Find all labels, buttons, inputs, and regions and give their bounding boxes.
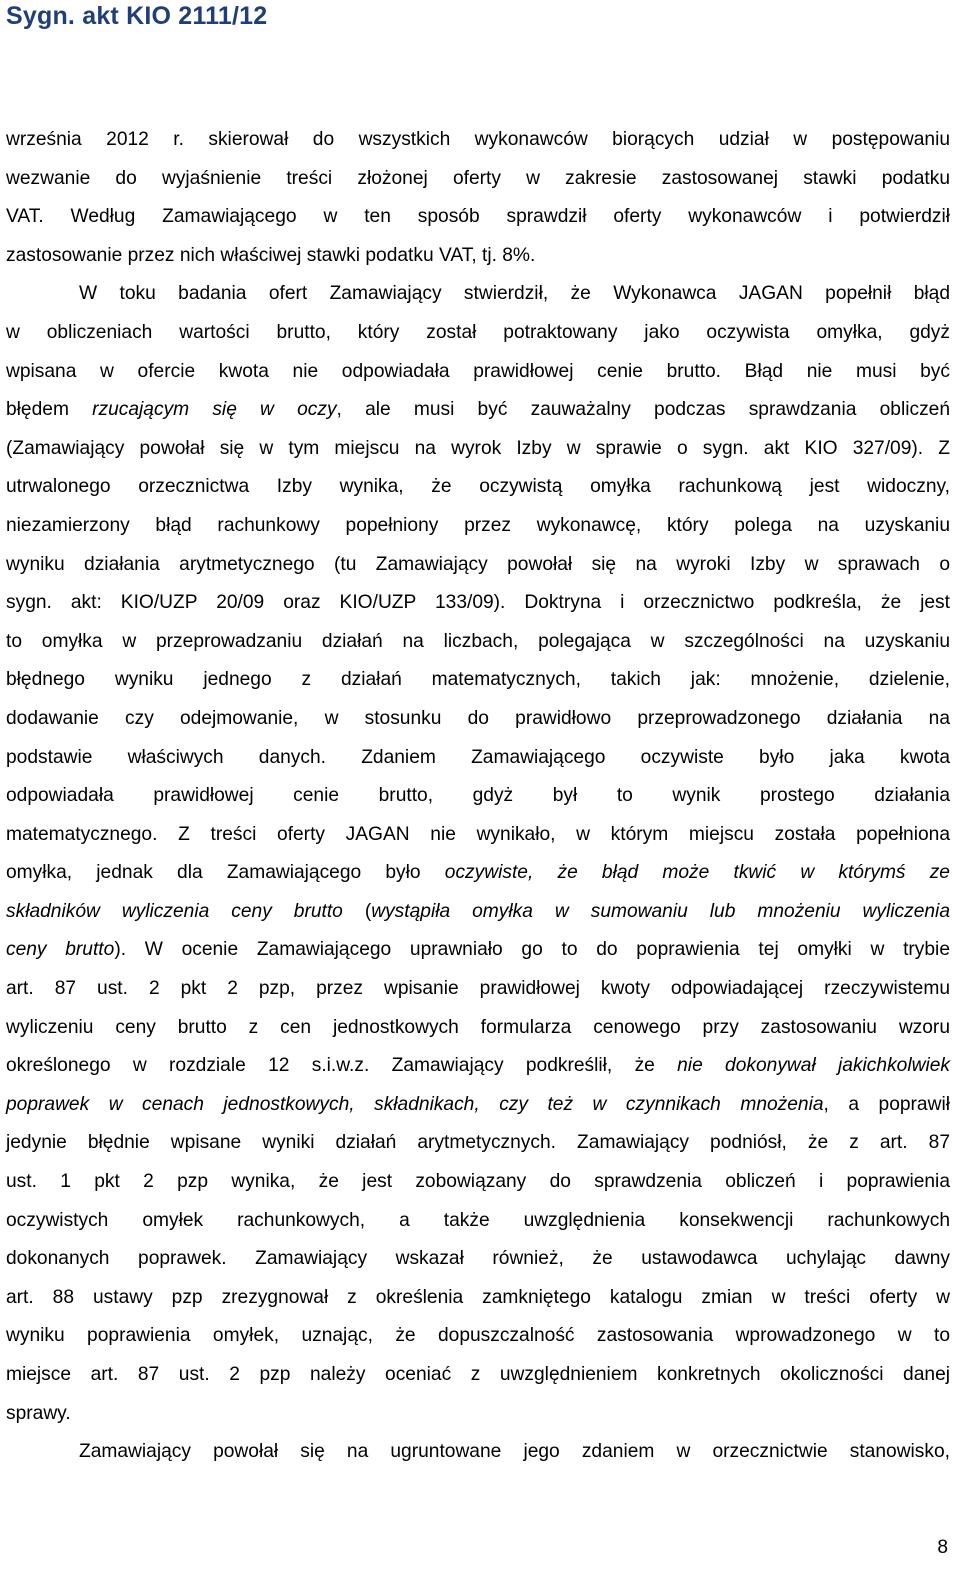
- text-line: [6, 353, 950, 392]
- text-segment: ust. 1 pkt 2 pzp wynika, że jest zobowiązany do sprawdzenia obliczeń i poprawienia: [6, 1171, 950, 1193]
- text-line: [6, 623, 950, 662]
- italic-text-segment: oczywiste, że błąd może tkwić w którymś ze: [444, 862, 950, 884]
- text-segment: Zamawiający powołał się na ugruntowane jego zdaniem w orzecznictwie stanowisko,: [79, 1441, 950, 1463]
- italic-text-segment: wystąpiła omyłka w sumowaniu lub mnożeniu wyliczenia: [371, 900, 950, 922]
- text-line: [6, 777, 950, 816]
- text-segment: oczywistych omyłek rachunkowych, a także uwzględnienia konsekwencji rachunkowych: [6, 1209, 950, 1231]
- text-line: [6, 893, 950, 932]
- text-line: [6, 854, 950, 893]
- text-line: [6, 546, 950, 585]
- paragraph-3: [6, 1433, 950, 1472]
- text-segment: jedynie błędnie wpisane wyniki działań arytmetycznych. Zamawiający podniósł, że z art. 87: [6, 1132, 950, 1154]
- text-segment: matematycznego. Z treści oferty JAGAN nie wynikało, w którym miejscu została popełniona: [6, 823, 950, 845]
- text-line: [6, 1086, 950, 1125]
- text-line: [6, 584, 950, 623]
- text-segment: odpowiadała prawidłowej cenie brutto, gdyż był to wynik prostego działania: [6, 785, 950, 807]
- page-number: 8: [937, 1537, 948, 1558]
- italic-text-segment: poprawek w cenach jednostkowych, składnikach, czy też w czynnikach mnożenia: [6, 1093, 824, 1115]
- text-segment: ). W ocenie Zamawiającego uprawniało go to do poprawienia tej omyłki w trybie: [114, 939, 950, 961]
- text-segment: wyniku poprawienia omyłek, uznając, że dopuszczalność zastosowania wprowadzonego w to: [6, 1325, 950, 1347]
- text-segment: (: [342, 900, 372, 922]
- text-segment: zastosowanie przez nich właściwej stawki podatku VAT, tj. 8%.: [6, 244, 536, 266]
- italic-text-segment: ceny brutto: [6, 939, 115, 961]
- text-line: [6, 1317, 950, 1356]
- text-segment: błędem: [6, 399, 93, 421]
- text-segment: wyniku działania arytmetycznego (tu Zamawiający powołał się na wyroki Izby w sprawach o: [6, 553, 950, 575]
- text-line: [6, 1356, 950, 1395]
- text-segment: omyłka, jednak dla Zamawiającego było: [6, 862, 445, 884]
- text-segment: niezamierzony błąd rachunkowy popełniony przez wykonawcę, który polega na uzyskaniu: [6, 514, 950, 536]
- paragraph-2: [6, 275, 950, 1433]
- text-line: [6, 700, 950, 739]
- text-segment: W toku badania ofert Zamawiający stwierdził, że Wykonawca JAGAN popełnił błąd: [79, 283, 950, 305]
- text-line: [6, 1202, 950, 1241]
- text-segment: art. 87 ust. 2 pkt 2 pzp, przez wpisanie prawidłowej kwoty odpowiadającej rzeczywistemu: [6, 978, 950, 1000]
- text-line: [6, 1163, 950, 1202]
- text-segment: , ale musi być zauważalny podczas sprawdzania obliczeń: [336, 399, 950, 421]
- text-segment: wezwanie do wyjaśnienie treści złożonej oferty w zakresie zastosowanej stawki podatku: [6, 167, 950, 189]
- paragraph-1: [6, 121, 950, 275]
- text-line: [6, 1433, 950, 1472]
- text-line: [6, 198, 950, 237]
- text-segment: wpisana w ofercie kwota nie odpowiadała prawidłowej cenie brutto. Błąd nie musi być: [6, 360, 950, 382]
- text-line: [6, 1395, 950, 1434]
- text-line: [6, 507, 950, 546]
- text-segment: dokonanych poprawek. Zamawiający wskazał również, że ustawodawca uchylając dawny: [6, 1248, 950, 1270]
- text-line: [6, 1240, 950, 1279]
- text-segment: art. 88 ustawy pzp zrezygnował z określenia zamkniętego katalogu zmian w treści oferty w: [6, 1286, 950, 1308]
- text-line: [6, 430, 950, 469]
- text-line: [6, 816, 950, 855]
- text-line: [6, 970, 950, 1009]
- text-line: [6, 160, 950, 199]
- text-segment: dodawanie czy odejmowanie, w stosunku do prawidłowo przeprowadzonego działania na: [6, 707, 950, 729]
- text-line: [6, 1047, 950, 1086]
- text-line: [6, 739, 950, 778]
- text-segment: wyliczeniu ceny brutto z cen jednostkowych formularza cenowego przy zastosowaniu wzoru: [6, 1016, 950, 1038]
- text-segment: to omyłka w przeprowadzaniu działań na liczbach, polegająca w szczególności na uzyskaniu: [6, 630, 950, 652]
- italic-text-segment: składników wyliczenia ceny brutto: [6, 900, 343, 922]
- text-line: [6, 661, 950, 700]
- text-segment: sygn. akt: KIO/UZP 20/09 oraz KIO/UZP 133/09). Doktryna i orzecznictwo podkreśla, że jest: [6, 592, 950, 614]
- text-line: [6, 314, 950, 353]
- text-line: [6, 931, 950, 970]
- case-number-header: Sygn. akt KIO 2111/12: [6, 2, 268, 30]
- italic-text-segment: rzucającym się w oczy: [92, 399, 337, 421]
- text-segment: (Zamawiający powołał się w tym miejscu na wyrok Izby w sprawie o sygn. akt KIO 327/09). Z: [6, 437, 950, 459]
- text-segment: miejsce art. 87 ust. 2 pzp należy oceniać z uwzględnieniem konkretnych okoliczności danej: [6, 1364, 950, 1385]
- text-segment: września 2012 r. skierował do wszystkich wykonawców biorących udział w postępowaniu: [6, 129, 950, 150]
- text-line: [6, 1279, 950, 1318]
- text-line: [6, 275, 950, 314]
- text-line: [6, 121, 950, 160]
- text-segment: określonego w rozdziale 12 s.i.w.z. Zamawiający podkreślił, że: [6, 1055, 678, 1077]
- text-segment: sprawy.: [6, 1402, 71, 1424]
- text-segment: VAT. Według Zamawiającego w ten sposób sprawdził oferty wykonawców i potwierdził: [6, 206, 950, 228]
- text-segment: utrwalonego orzecznictwa Izby wynika, że oczywistą omyłka rachunkową jest widoczny,: [6, 476, 950, 498]
- text-segment: błędnego wyniku jednego z działań matematycznych, takich jak: mnożenie, dzielenie,: [6, 669, 950, 691]
- text-segment: podstawie właściwych danych. Zdaniem Zamawiającego oczywiste było jaka kwota: [6, 746, 950, 768]
- italic-text-segment: nie dokonywał jakichkolwiek: [677, 1055, 950, 1077]
- text-line: [6, 391, 950, 430]
- text-segment: w obliczeniach wartości brutto, który został potraktowany jako oczywista omyłka, gdyż: [6, 321, 950, 343]
- text-line: [6, 1009, 950, 1048]
- text-segment: , a poprawił: [823, 1093, 950, 1115]
- text-line: [6, 468, 950, 507]
- document-body: [6, 121, 950, 1472]
- text-line: [6, 237, 950, 276]
- text-line: [6, 1124, 950, 1163]
